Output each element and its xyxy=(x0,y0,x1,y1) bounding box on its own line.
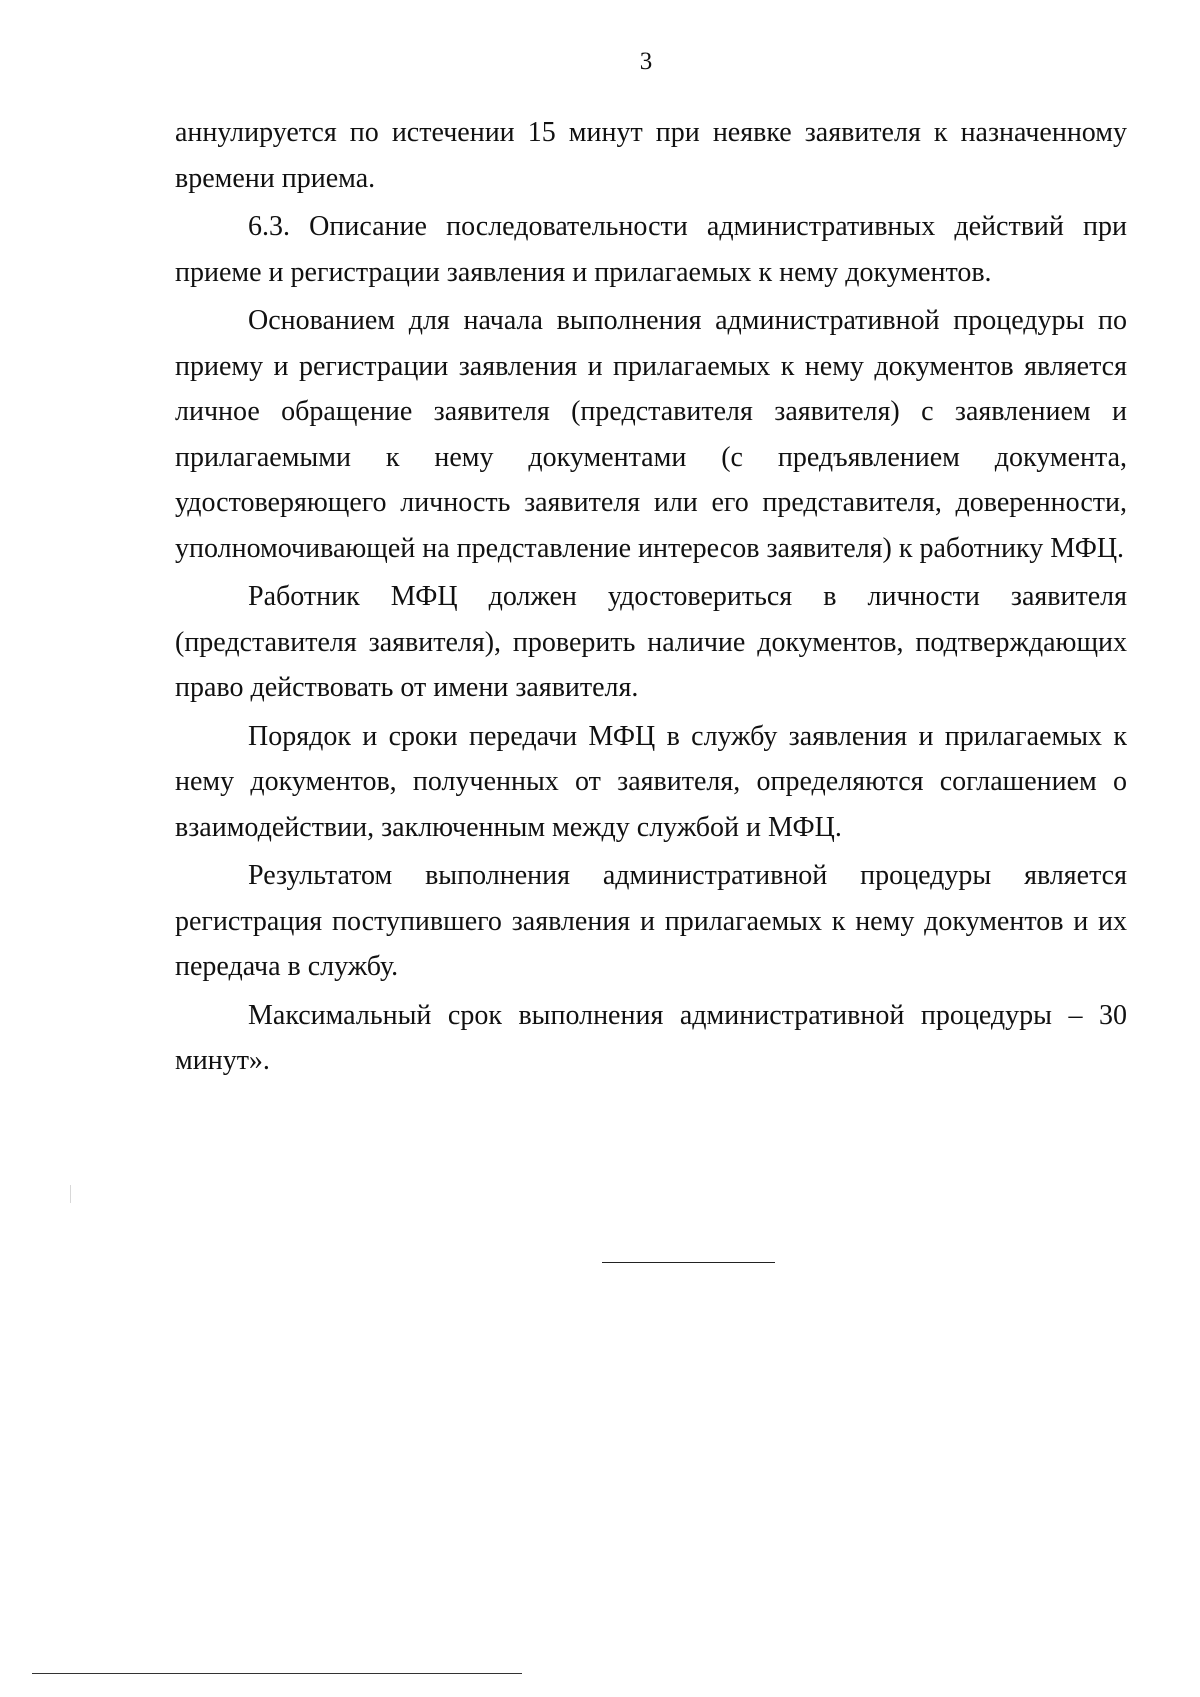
paragraph-result: Результатом выполнения административной процедуры является регистрация поступившего заявления и прилагаемых к нему документов и их передача в службу. xyxy=(175,860,1127,982)
paragraph-mfc-worker: Работник МФЦ должен удостовериться в личности заявителя (представителя заявителя), проверить наличие документов, подтверждающих право действовать от имени заявителя. xyxy=(175,581,1127,703)
footer-rule xyxy=(32,1673,522,1674)
page-number: 3 xyxy=(639,48,653,75)
paragraph-max-time: Максимальный срок выполнения административной процедуры – 30 минут». xyxy=(175,999,1127,1076)
paragraph-section-6-3: 6.3. Описание последовательности административных действий при приеме и регистрации заявления и прилагаемых к нему документов. xyxy=(175,211,1127,288)
paragraph-grounds: Основанием для начала выполнения административной процедуры по приему и регистрации заявления и прилагаемых к нему документов является личное обращение заявителя (представителя заявителя) с заявлением и прилагаемыми к нему документами (с предъявлением документа, удостоверяющего личность заявителя или его представителя, доверенности, уполномочивающей на представление интересов заявителя) к работнику МФЦ. xyxy=(175,305,1127,564)
end-of-text-rule xyxy=(602,1262,775,1263)
paragraph-transfer-order: Порядок и сроки передачи МФЦ в службу заявления и прилагаемых к нему документов, полученных от заявителя, определяются соглашением о взаимодействии, заключенным между службой и МФЦ. xyxy=(175,720,1127,843)
margin-mark xyxy=(70,1185,71,1203)
paragraph-continuation: аннулируется по истечении 15 минут при неявке заявителя к назначенному времени приема. xyxy=(175,117,1127,194)
document-body xyxy=(175,110,1127,1087)
